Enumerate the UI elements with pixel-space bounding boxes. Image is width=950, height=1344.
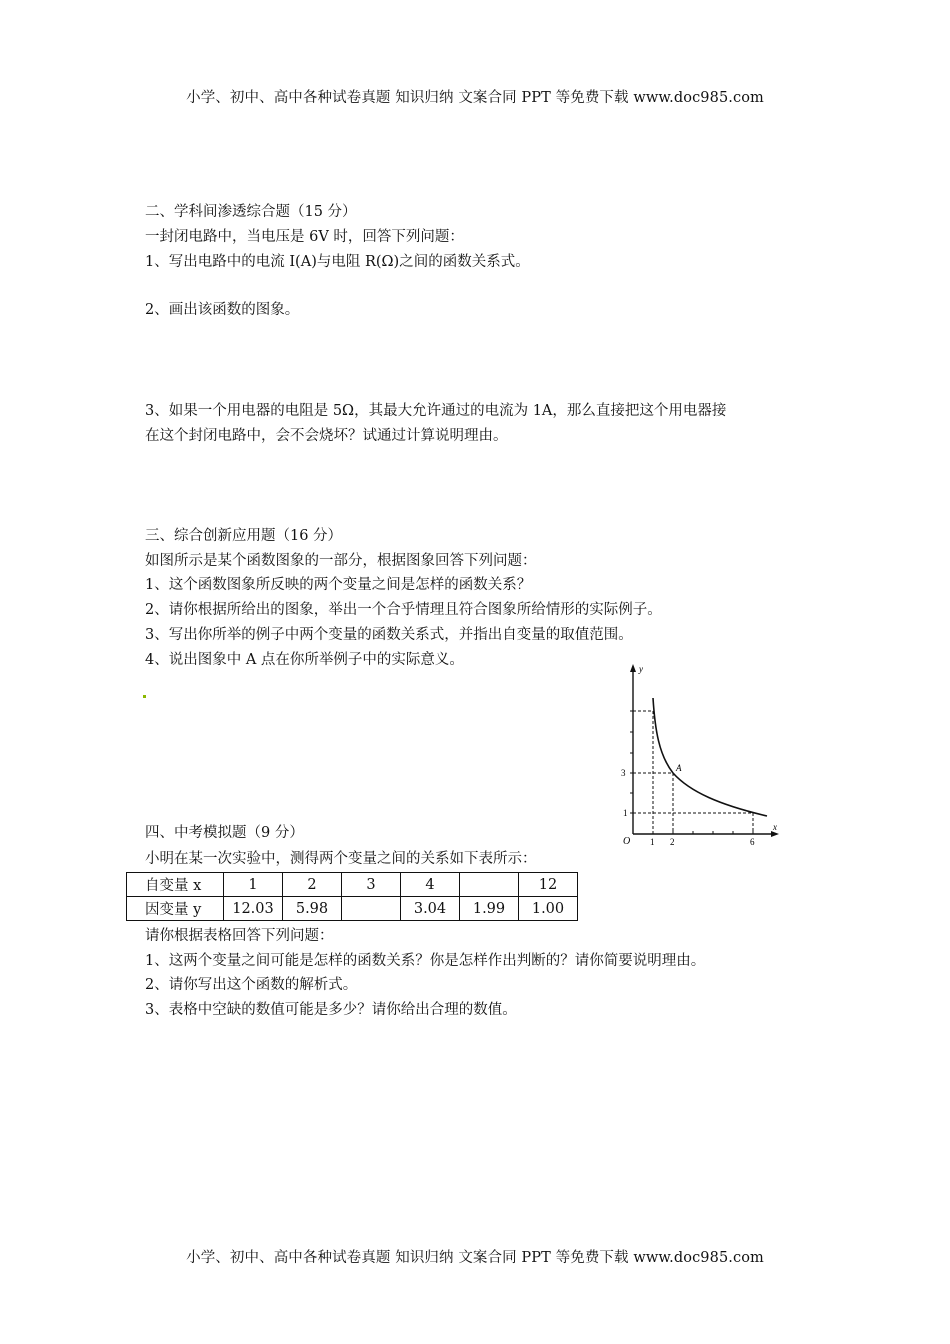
- table-row: [127, 873, 578, 897]
- section2-intro: 一封闭电路中，当电压是 6V 时，回答下列问题：: [145, 229, 464, 245]
- x-tick-label-1: 1: [650, 837, 655, 847]
- section2-question-2: 2、画出该函数的图象。: [145, 302, 300, 318]
- y-tick-label-1: 1: [623, 808, 628, 818]
- curve: [653, 698, 767, 816]
- table-cell: 3.04: [401, 897, 460, 921]
- section2-question-3-line1: 3、如果一个用电器的电阻是 5Ω，其最大允许通过的电流为 1A，那么直接把这个用电器接: [145, 403, 727, 419]
- stray-mark: [143, 695, 146, 698]
- header-banner: 小学、初中、高中各种试卷真题 知识归纳 文案合同 PPT 等免费下载 www.doc985.com: [186, 90, 764, 106]
- x-tick-label-2: 2: [670, 837, 675, 847]
- table-cell: 3: [342, 873, 401, 897]
- section2-title: 二、学科间渗透综合题（15 分）: [145, 204, 357, 220]
- section4-question-2: 2、请你写出这个函数的解析式。: [145, 977, 358, 993]
- table-cell: 1.99: [460, 897, 519, 921]
- section3-title: 三、综合创新应用题（16 分）: [145, 528, 343, 544]
- y-axis-label: y: [639, 664, 643, 674]
- x-axis-label: x: [773, 822, 777, 832]
- y-axis-arrow: [630, 664, 636, 672]
- section3-intro: 如图所示是某个函数图象的一部分，根据图象回答下列问题：: [145, 553, 537, 569]
- x-tick-label-6: 6: [750, 837, 755, 847]
- footer-banner: 小学、初中、高中各种试卷真题 知识归纳 文案合同 PPT 等免费下载 www.doc985.com: [186, 1250, 764, 1266]
- section4-question-1: 1、这两个变量之间可能是怎样的函数关系？你是怎样作出判断的？请你简要说明理由。: [145, 953, 706, 969]
- table-cell: 1: [224, 873, 283, 897]
- table-cell: 12: [519, 873, 578, 897]
- section3-question-1: 1、这个函数图象所反映的两个变量之间是怎样的函数关系？: [145, 577, 532, 593]
- table-cell: 4: [401, 873, 460, 897]
- section2-question-1: 1、写出电路中的电流 I(A)与电阻 R(Ω)之间的函数关系式。: [145, 254, 530, 270]
- section4-after-table: 请你根据表格回答下列问题：: [145, 928, 334, 944]
- y-tick-label-3: 3: [621, 768, 626, 778]
- table-row: [127, 897, 578, 921]
- table-cell: 2: [283, 873, 342, 897]
- table-row-label: 自变量 x: [127, 873, 224, 897]
- function-graph: [615, 660, 785, 850]
- section4-intro: 小明在某一次实验中，测得两个变量之间的关系如下表所示：: [145, 851, 537, 867]
- section3-question-2: 2、请你根据所给出的图象，举出一个合乎情理且符合图象所给情形的实际例子。: [145, 602, 662, 618]
- table-cell: [460, 873, 519, 897]
- section3-question-4: 4、说出图象中 A 点在你所举例子中的实际意义。: [145, 652, 464, 668]
- table-cell: [342, 897, 401, 921]
- section3-question-3: 3、写出你所举的例子中两个变量的函数关系式，并指出自变量的取值范围。: [145, 627, 633, 643]
- table-cell: 1.00: [519, 897, 578, 921]
- dashed-guides: [633, 711, 753, 834]
- origin-label: O: [623, 836, 631, 847]
- point-a-label: A: [676, 763, 682, 773]
- table-cell: 5.98: [283, 897, 342, 921]
- table-row-label: 因变量 y: [127, 897, 224, 921]
- section2-question-3-line2: 在这个封闭电路中，会不会烧坏？试通过计算说明理由。: [145, 428, 508, 444]
- data-table: [126, 872, 578, 921]
- section4-question-3: 3、表格中空缺的数值可能是多少？请你给出合理的数值。: [145, 1002, 517, 1018]
- section4-title: 四、中考模拟题（9 分）: [145, 825, 304, 841]
- table-cell: 12.03: [224, 897, 283, 921]
